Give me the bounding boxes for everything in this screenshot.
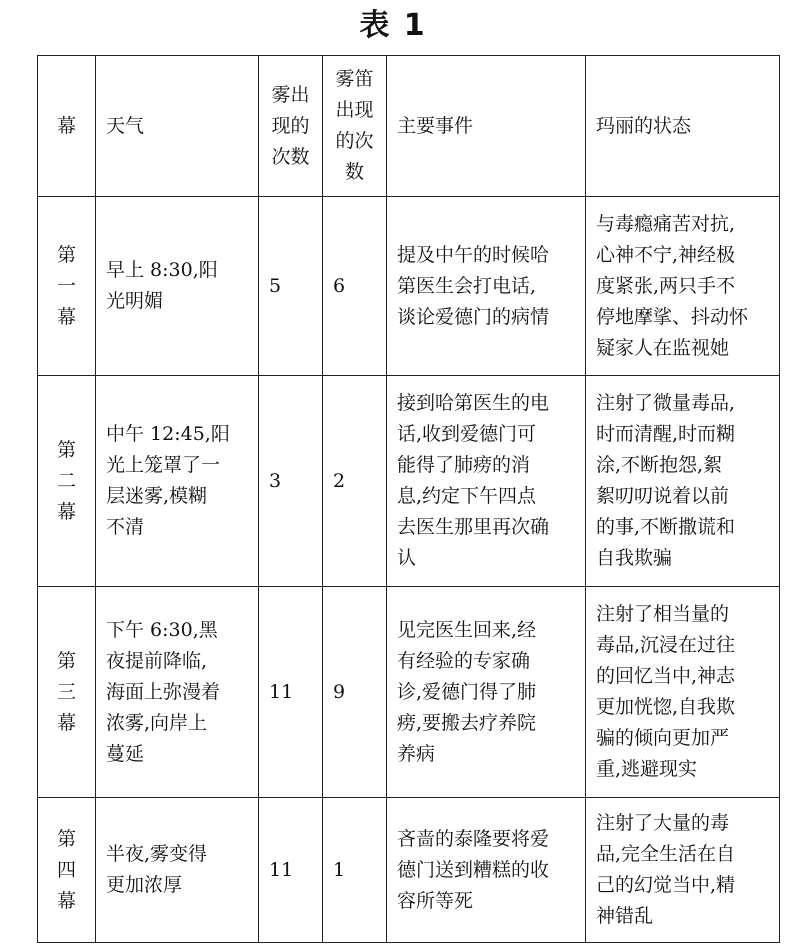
fog-count-cell: 11 — [259, 587, 323, 798]
events-cell: 吝啬的泰隆要将爱 德门送到糟糕的收 容所等死 — [387, 798, 586, 943]
mary-cell: 注射了微量毒品, 时而清醒,时而糊 涂,不断抱怨,絮 絮叨叨说着以前 的事,不断撒谎和 自我欺骗 — [586, 376, 780, 587]
events-cell: 接到哈第医生的电 话,收到爱德门可 能得了肺痨的消 息,约定下午四点 去医生那里再次确 认 — [387, 376, 586, 587]
mary-cell: 注射了相当量的 毒品,沉浸在过往 的回忆当中,神志 更加恍惚,自我欺 骗的倾向更加严 重,逃避现实 — [586, 587, 780, 798]
horn-count-cell: 6 — [323, 197, 387, 376]
header-mary: 玛丽的状态 — [586, 56, 780, 197]
weather-cell: 中午 12:45,阳 光上笼罩了一 层迷雾,模糊 不清 — [96, 376, 259, 587]
weather-cell: 下午 6:30,黑 夜提前降临, 海面上弥漫着 浓雾,向岸上 蔓延 — [96, 587, 259, 798]
events-cell: 见完医生回来,经 有经验的专家确 诊,爱德门得了肺 痨,要搬去疗养院 养病 — [387, 587, 586, 798]
act-cell: 第 二 幕 — [38, 376, 96, 587]
act-cell: 第 四 幕 — [38, 798, 96, 943]
mary-cell: 与毒瘾痛苦对抗, 心神不宁,神经极 度紧张,两只手不 停地摩挲、抖动怀 疑家人在监视她 — [586, 197, 780, 376]
table-row — [38, 376, 780, 587]
summary-table — [37, 55, 780, 943]
horn-count-cell: 9 — [323, 587, 387, 798]
fog-count-cell: 3 — [259, 376, 323, 587]
header-act: 幕 — [38, 56, 96, 197]
fog-count-cell: 5 — [259, 197, 323, 376]
events-cell: 提及中午的时候哈 第医生会打电话, 谈论爱德门的病情 — [387, 197, 586, 376]
header-row — [38, 56, 780, 197]
header-events: 主要事件 — [387, 56, 586, 197]
fog-count-cell: 11 — [259, 798, 323, 943]
header-fog-count: 雾出 现的 次数 — [259, 56, 323, 197]
act-cell: 第 三 幕 — [38, 587, 96, 798]
table-row — [38, 587, 780, 798]
act-cell: 第 一 幕 — [38, 197, 96, 376]
weather-cell: 半夜,雾变得 更加浓厚 — [96, 798, 259, 943]
table-row — [38, 197, 780, 376]
mary-cell: 注射了大量的毒 品,完全生活在自 己的幻觉当中,精 神错乱 — [586, 798, 780, 943]
horn-count-cell: 2 — [323, 376, 387, 587]
table-title: 表 1 — [359, 8, 427, 43]
weather-cell: 早上 8:30,阳 光明媚 — [96, 197, 259, 376]
header-weather: 天气 — [96, 56, 259, 197]
horn-count-cell: 1 — [323, 798, 387, 943]
header-horn-count: 雾笛 出现 的次 数 — [323, 56, 387, 197]
table-row — [38, 798, 780, 943]
